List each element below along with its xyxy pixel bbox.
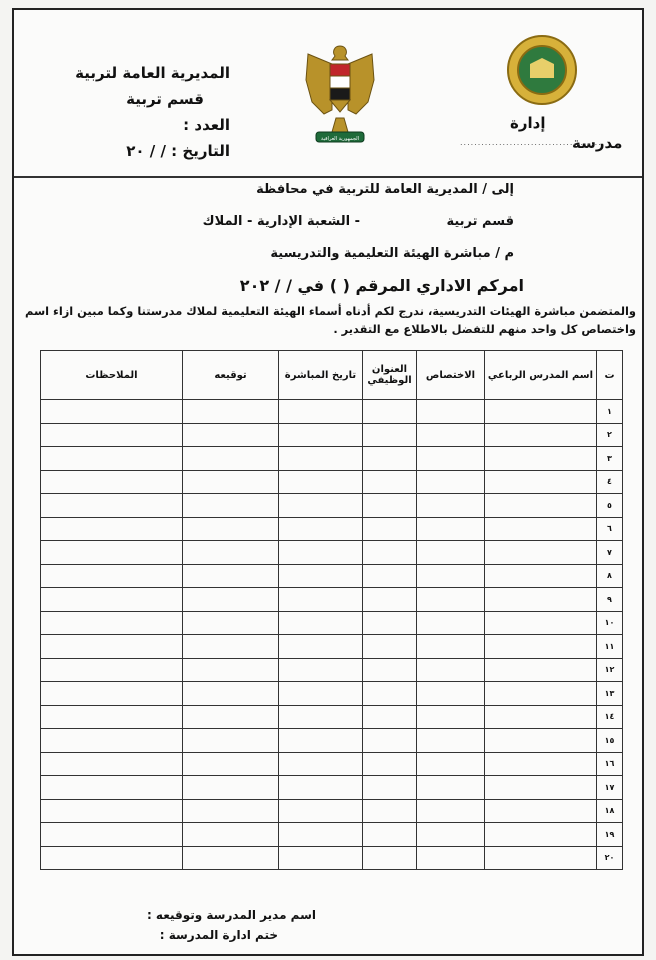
row-number: ١٦ xyxy=(597,752,623,776)
table-cell[interactable] xyxy=(485,470,597,494)
table-cell[interactable] xyxy=(279,705,363,729)
table-cell[interactable] xyxy=(279,541,363,565)
table-cell[interactable] xyxy=(41,846,183,870)
table-cell[interactable] xyxy=(279,823,363,847)
school-name-dots: ........................................ xyxy=(460,138,602,147)
table-cell[interactable] xyxy=(41,611,183,635)
table-cell[interactable] xyxy=(41,447,183,471)
row-number: ٨ xyxy=(597,564,623,588)
body-text-line-1: والمتضمن مباشرة الهيئات التدريسية، ندرج لكم أدناه أسماء الهيئة التعليمية لملاك مدرستنا وكما مبين ازاء اسم xyxy=(25,304,636,318)
table-cell[interactable] xyxy=(417,423,485,447)
table-cell[interactable] xyxy=(417,658,485,682)
table-cell[interactable] xyxy=(183,846,279,870)
row-number: ٤ xyxy=(597,470,623,494)
table-cell[interactable] xyxy=(41,541,183,565)
table-cell[interactable] xyxy=(417,494,485,518)
table-cell[interactable] xyxy=(183,776,279,800)
table-cell[interactable] xyxy=(363,494,417,518)
table-cell[interactable] xyxy=(41,400,183,424)
table-cell[interactable] xyxy=(363,588,417,612)
table-row xyxy=(41,752,623,776)
table-cell[interactable] xyxy=(279,729,363,753)
table-cell[interactable] xyxy=(41,564,183,588)
table-cell[interactable] xyxy=(279,682,363,706)
table-cell[interactable] xyxy=(485,400,597,424)
table-cell[interactable] xyxy=(41,494,183,518)
table-cell[interactable] xyxy=(183,517,279,541)
table-row xyxy=(41,705,623,729)
row-number: ١٢ xyxy=(597,658,623,682)
table-cell[interactable] xyxy=(417,682,485,706)
table-cell[interactable] xyxy=(485,752,597,776)
table-cell[interactable] xyxy=(183,541,279,565)
column-header: اسم المدرس الرباعي xyxy=(485,351,597,400)
row-number: ١٥ xyxy=(597,729,623,753)
department-line: قسم تربية xyxy=(446,214,514,229)
table-cell[interactable] xyxy=(417,752,485,776)
table-cell[interactable] xyxy=(41,658,183,682)
document-page xyxy=(12,8,644,956)
table-cell[interactable] xyxy=(279,588,363,612)
table-cell[interactable] xyxy=(417,635,485,659)
row-number: ١٠ xyxy=(597,611,623,635)
table-cell[interactable] xyxy=(417,611,485,635)
table-cell[interactable] xyxy=(279,846,363,870)
order-line: امركم الاداري المرقم ( ) في / / ٢٠٢ xyxy=(239,276,524,295)
table-row xyxy=(41,776,623,800)
table-cell[interactable] xyxy=(485,682,597,706)
table-cell[interactable] xyxy=(363,470,417,494)
header-divider xyxy=(14,176,642,178)
row-number: ٢٠ xyxy=(597,846,623,870)
table-cell[interactable] xyxy=(417,541,485,565)
table-row xyxy=(41,823,623,847)
table-cell[interactable] xyxy=(183,823,279,847)
row-number: ٥ xyxy=(597,494,623,518)
row-number: ٧ xyxy=(597,541,623,565)
table-cell[interactable] xyxy=(279,470,363,494)
row-number: ٣ xyxy=(597,447,623,471)
table-cell[interactable] xyxy=(485,705,597,729)
table-cell[interactable] xyxy=(417,776,485,800)
table-cell[interactable] xyxy=(279,776,363,800)
table-cell[interactable] xyxy=(41,729,183,753)
row-number: ٦ xyxy=(597,517,623,541)
table-cell[interactable] xyxy=(279,658,363,682)
table-cell[interactable] xyxy=(183,470,279,494)
table-cell[interactable] xyxy=(183,611,279,635)
row-number: ١ xyxy=(597,400,623,424)
table-cell[interactable] xyxy=(485,423,597,447)
table-row xyxy=(41,588,623,612)
table-row xyxy=(41,400,623,424)
table-cell[interactable] xyxy=(417,564,485,588)
table-cell[interactable] xyxy=(363,400,417,424)
table-cell[interactable] xyxy=(417,588,485,612)
table-row xyxy=(41,682,623,706)
table-cell[interactable] xyxy=(41,776,183,800)
table-cell[interactable] xyxy=(485,611,597,635)
table-row xyxy=(41,635,623,659)
table-cell[interactable] xyxy=(41,635,183,659)
table-cell[interactable] xyxy=(279,400,363,424)
table-cell[interactable] xyxy=(485,564,597,588)
row-number: ١٧ xyxy=(597,776,623,800)
table-cell[interactable] xyxy=(363,752,417,776)
table-cell[interactable] xyxy=(279,423,363,447)
table-cell[interactable] xyxy=(183,494,279,518)
table-cell[interactable] xyxy=(183,752,279,776)
table-cell[interactable] xyxy=(363,611,417,635)
table-cell[interactable] xyxy=(363,682,417,706)
table-cell[interactable] xyxy=(485,776,597,800)
table-cell[interactable] xyxy=(363,517,417,541)
table-cell[interactable] xyxy=(485,823,597,847)
row-number: ١٤ xyxy=(597,705,623,729)
table-cell[interactable] xyxy=(41,423,183,447)
column-header: الاختصاص xyxy=(417,351,485,400)
table-cell[interactable] xyxy=(417,823,485,847)
table-cell[interactable] xyxy=(183,658,279,682)
table-cell[interactable] xyxy=(279,611,363,635)
table-row xyxy=(41,517,623,541)
table-cell[interactable] xyxy=(183,588,279,612)
row-number: ١٨ xyxy=(597,799,623,823)
table-row xyxy=(41,846,623,870)
table-row xyxy=(41,564,623,588)
table-cell[interactable] xyxy=(279,799,363,823)
staff-table xyxy=(40,350,623,870)
table-row xyxy=(41,729,623,753)
table-cell[interactable] xyxy=(417,447,485,471)
table-cell[interactable] xyxy=(41,588,183,612)
table-cell[interactable] xyxy=(363,823,417,847)
administration-label: إدارة xyxy=(510,114,546,132)
table-cell[interactable] xyxy=(183,447,279,471)
table-cell[interactable] xyxy=(183,564,279,588)
table-cell[interactable] xyxy=(183,799,279,823)
table-cell[interactable] xyxy=(485,799,597,823)
table-cell[interactable] xyxy=(41,470,183,494)
table-row xyxy=(41,611,623,635)
table-cell[interactable] xyxy=(279,447,363,471)
table-cell[interactable] xyxy=(183,400,279,424)
column-header: ت xyxy=(597,351,623,400)
ministry-seal-icon xyxy=(506,34,578,106)
table-cell[interactable] xyxy=(485,729,597,753)
iraq-eagle-emblem-icon xyxy=(302,40,378,146)
table-cell[interactable] xyxy=(417,470,485,494)
table-cell[interactable] xyxy=(279,494,363,518)
school-label: مدرسة xyxy=(572,134,623,152)
table-cell[interactable] xyxy=(279,752,363,776)
table-cell[interactable] xyxy=(485,541,597,565)
table-cell[interactable] xyxy=(485,447,597,471)
table-cell[interactable] xyxy=(485,658,597,682)
table-cell[interactable] xyxy=(417,705,485,729)
table-cell[interactable] xyxy=(183,423,279,447)
table-cell[interactable] xyxy=(363,635,417,659)
subject-line: م / مباشرة الهيئة التعليمية والتدريسية xyxy=(270,246,514,261)
addressee-line: إلى / المديرية العامة للتربية في محافظة xyxy=(256,182,514,197)
table-cell[interactable] xyxy=(363,447,417,471)
table-cell[interactable] xyxy=(363,541,417,565)
table-cell[interactable] xyxy=(417,729,485,753)
table-header-row xyxy=(41,351,623,400)
table-cell[interactable] xyxy=(417,799,485,823)
table-row xyxy=(41,494,623,518)
table-cell[interactable] xyxy=(485,494,597,518)
table-cell[interactable] xyxy=(41,799,183,823)
column-header: تاريخ المباشرة xyxy=(279,351,363,400)
table-cell[interactable] xyxy=(485,846,597,870)
row-number: ٢ xyxy=(597,423,623,447)
table-cell[interactable] xyxy=(363,705,417,729)
row-number: ١١ xyxy=(597,635,623,659)
table-cell[interactable] xyxy=(279,564,363,588)
directorate-title: المديرية العامة لتربية xyxy=(75,64,230,82)
table-row xyxy=(41,423,623,447)
table-cell[interactable] xyxy=(363,776,417,800)
department-label: قسم تربية xyxy=(126,90,204,108)
column-header: العنوان الوظيفي xyxy=(363,351,417,400)
table-cell[interactable] xyxy=(363,423,417,447)
principal-signature-label: اسم مدير المدرسة وتوقيعه : xyxy=(146,908,316,922)
table-cell[interactable] xyxy=(485,517,597,541)
table-row xyxy=(41,658,623,682)
table-cell[interactable] xyxy=(363,799,417,823)
table-cell[interactable] xyxy=(41,705,183,729)
table-cell[interactable] xyxy=(417,517,485,541)
school-stamp-label: ختم ادارة المدرسة : xyxy=(159,928,278,942)
table-row xyxy=(41,447,623,471)
table-cell[interactable] xyxy=(417,846,485,870)
table-row xyxy=(41,799,623,823)
row-number: ١٩ xyxy=(597,823,623,847)
table-cell[interactable] xyxy=(41,517,183,541)
table-cell[interactable] xyxy=(363,564,417,588)
row-number: ٩ xyxy=(597,588,623,612)
section-line: - الشعبة الإدارية - الملاك xyxy=(202,214,360,229)
table-row xyxy=(41,470,623,494)
table-cell[interactable] xyxy=(279,517,363,541)
table-cell[interactable] xyxy=(363,658,417,682)
table-cell[interactable] xyxy=(485,588,597,612)
table-cell[interactable] xyxy=(183,729,279,753)
column-header: الملاحظات xyxy=(41,351,183,400)
table-cell[interactable] xyxy=(363,846,417,870)
table-cell[interactable] xyxy=(183,635,279,659)
date-label: التاريخ : / / ٢٠ xyxy=(126,142,230,160)
table-cell[interactable] xyxy=(41,682,183,706)
table-row xyxy=(41,541,623,565)
table-cell[interactable] xyxy=(485,635,597,659)
row-number: ١٣ xyxy=(597,682,623,706)
table-cell[interactable] xyxy=(183,682,279,706)
column-header: توقيعه xyxy=(183,351,279,400)
table-cell[interactable] xyxy=(417,400,485,424)
table-cell[interactable] xyxy=(41,823,183,847)
body-text-line-2: واختصاص كل واحد منهم للتفضل بالاطلاع مع التقدير . xyxy=(333,322,636,336)
table-cell[interactable] xyxy=(279,635,363,659)
emblem-label: الجمهورية العراقية xyxy=(320,136,360,142)
table-cell[interactable] xyxy=(363,729,417,753)
number-label: العدد : xyxy=(183,116,230,134)
table-cell[interactable] xyxy=(183,705,279,729)
table-cell[interactable] xyxy=(41,752,183,776)
